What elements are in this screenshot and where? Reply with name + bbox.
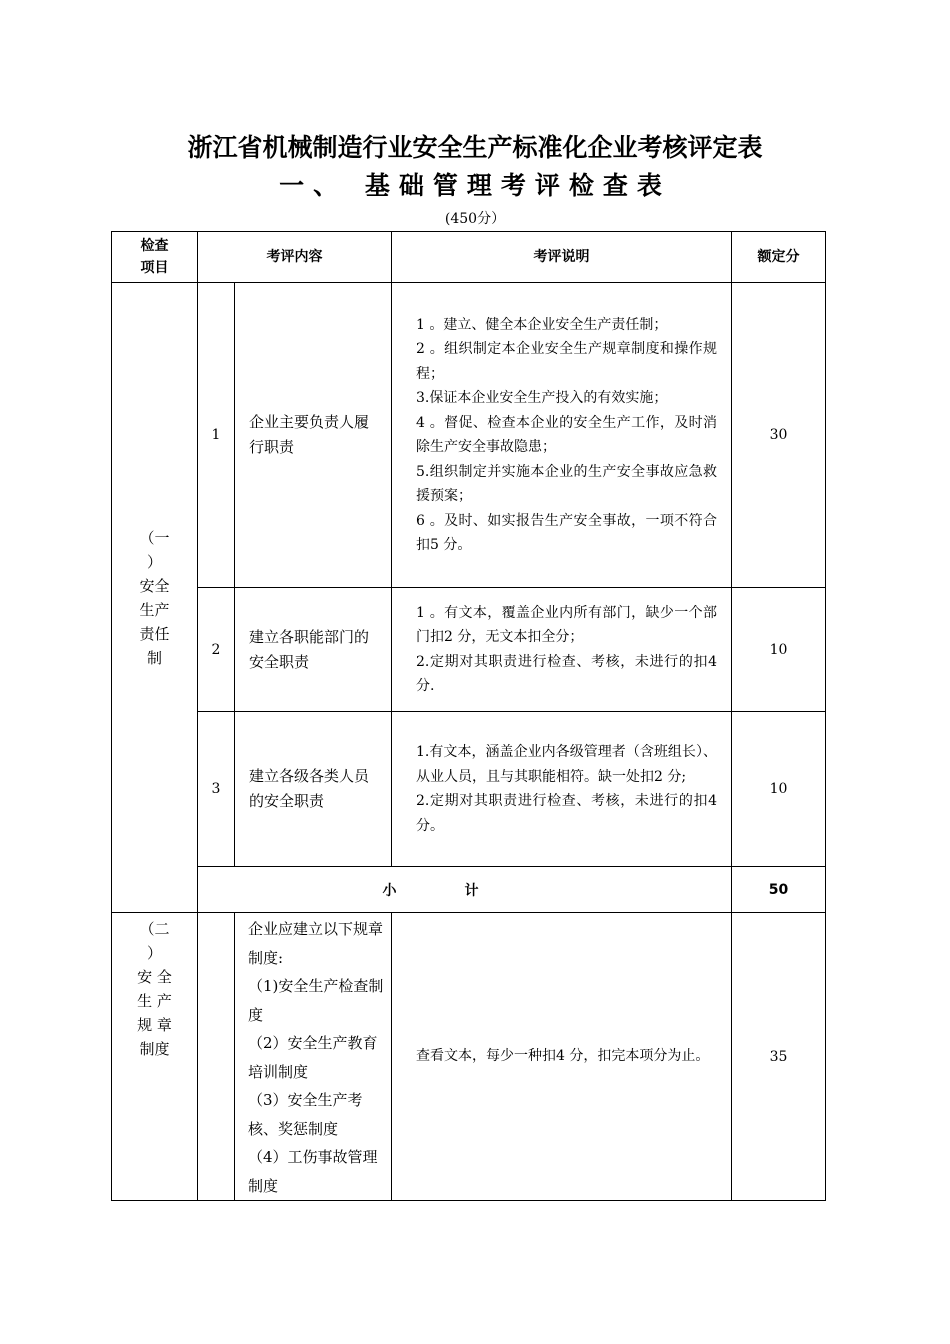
row3-description	[392, 712, 732, 867]
table-row	[112, 283, 826, 588]
row1-item: 企业主要负责人履行职责	[235, 283, 392, 588]
row2-description	[392, 588, 732, 712]
row3-item: 建立各级各类人员的安全职责	[235, 712, 392, 867]
row2-desc-line: 2.定期对其职责进行检查、考核，未进行的扣4 分.	[416, 653, 717, 694]
row1-desc-line: 3.保证本企业安全生产投入的有效实施；	[416, 390, 668, 406]
section2-desc-line: 查看文本，每少一种扣4 分，扣完本项分为止。	[416, 1048, 710, 1065]
document-subtitle: 一、 基础管理考评检查表	[279, 171, 671, 200]
row1-desc-line: 2 。组织制定本企业安全生产规章制度和操作规程；	[416, 341, 717, 382]
subtotal-row	[112, 867, 826, 913]
table-header-row	[112, 232, 826, 283]
header-description: 考评说明	[392, 232, 732, 283]
section2-rules	[235, 913, 392, 1201]
total-score: (450分）	[444, 211, 506, 227]
section2-category	[112, 913, 198, 1201]
row3-desc-line: 2.定期对其职责进行检查、考核，未进行的扣4 分。	[416, 793, 717, 834]
section2-description	[392, 913, 732, 1201]
rules-line: （3）安全生产考核、奖惩制度	[248, 1091, 363, 1138]
row2-points: 10	[732, 588, 826, 712]
rules-line: （2）安全生产教育培训制度	[248, 1034, 378, 1081]
row1-desc-line: 5.组织制定并实施本企业的生产安全事故应急救援预案；	[416, 463, 717, 504]
header-content: 考评内容	[198, 232, 392, 283]
row1-desc-line: 6 。及时、如实报告生产安全事故，一项不符合扣5 分。	[416, 512, 717, 553]
rules-line: （1)安全生产检查制度	[248, 977, 384, 1024]
rules-line: 企业应建立以下规章制度:	[248, 920, 384, 967]
evaluation-table	[111, 231, 826, 1201]
subtotal-label-text: 小计	[382, 882, 547, 899]
row2-desc-line: 1 。有文本，覆盖企业内所有部门，缺少一个部门扣2 分，无文本扣全分；	[416, 604, 717, 645]
subtotal-points: 50	[732, 867, 826, 913]
section2-category-text: （二 ） 安 全 生 产 规 章 制度	[137, 920, 172, 1058]
table-row	[112, 712, 826, 867]
row1-desc-line: 1 。建立、健全本企业安全生产责任制；	[416, 316, 668, 333]
section1-category	[112, 283, 198, 913]
section2-number	[198, 913, 235, 1201]
table-row	[112, 588, 826, 712]
row3-number: 3	[198, 712, 235, 867]
header-points: 额定分	[732, 232, 826, 283]
row2-number: 2	[198, 588, 235, 712]
header-category-text: 检查 项目	[140, 238, 169, 276]
section1-category-text: （一 ） 安全 生产 责任 制	[139, 528, 170, 667]
row1-number: 1	[198, 283, 235, 588]
row2-item: 建立各职能部门的安全职责	[235, 588, 392, 712]
subtotal-label	[198, 867, 732, 913]
row3-desc-line: 1.有文本，涵盖企业内各级管理者（含班组长）、从业人员，且与其职能相符。缺一处扣2 分;	[416, 744, 717, 785]
table-row	[112, 913, 826, 1201]
header-category	[112, 232, 198, 283]
rules-line: （4）工伤事故管理制度	[248, 1148, 378, 1195]
section2-points: 35	[732, 913, 826, 1201]
row1-description	[392, 283, 732, 588]
row3-points: 10	[732, 712, 826, 867]
row1-points: 30	[732, 283, 826, 588]
document-title: 浙江省机械制造行业安全生产标准化企业考核评定表	[187, 133, 763, 162]
row1-desc-line: 4 。督促、检查本企业的安全生产工作，及时消除生产安全事故隐患；	[416, 414, 717, 455]
